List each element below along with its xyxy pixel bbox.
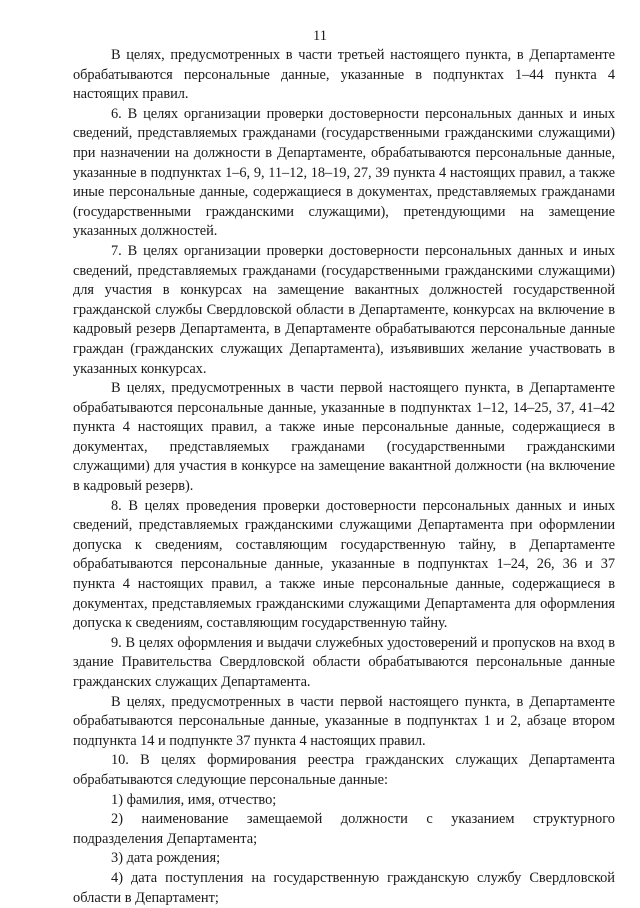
list-item: 1) фамилия, имя, отчество; — [111, 791, 277, 808]
paragraph: В целях, предусмотренных в части третьей настоящего пункта, в Департаменте обрабатываются персональные данные, указанные в подпунктах 1–44 пункта 4 настоящих правил. — [73, 47, 615, 103]
list-item: 3) дата рождения; — [111, 850, 221, 867]
paragraph: 9. В целях оформления и выдачи служебных удостоверений и пропусков на вход в здание Правительства Свердловской области обрабатываются персональные данные гражданских служащих Департамента. — [73, 634, 615, 690]
paragraph: 6. В целях организации проверки достоверности персональных данных и иных сведений, представляемых гражданами (государственными гражданскими служащими) при назначении на должности в Департаменте, обрабатываются персональные данные, указанные в подпунктах 1–6, 9, 11–12, 18–19, 27, 39 пункта 4 настоящих правил, а также иные персональные данные, содержащиеся в документах, представляемых гражданами (государственными гражданскими служащими), претендующими на замещение указанных должностей. — [73, 105, 615, 240]
page-number: 11 — [313, 28, 327, 44]
paragraph: 10. В целях формирования реестра гражданских служащих Департамента обрабатываются следующие персональные данные: — [73, 752, 615, 788]
list-item: 2) наименование замещаемой должности с указанием структурного подразделения Департамента; — [73, 811, 615, 847]
paragraph: В целях, предусмотренных в части первой настоящего пункта, в Департаменте обрабатываются персональные данные, указанные в подпунктах 1 и 2, абзаце втором подпункта 14 и подпункте 37 пункта 4 настоящих правил. — [73, 693, 615, 749]
document-body — [73, 46, 615, 908]
paragraph: 8. В целях проведения проверки достоверности персональных данных и иных сведений, представляемых гражданскими служащими Департамента при оформлении допуска к сведениям, составляющим государственную тайну, в Департаменте обрабатываются персональные данные, указанные в подпунктах 1–24, 26, 36 и 37 пункта 4 настоящих правил, а также иные персональные данные, содержащиеся в документах, представляемых гражданскими служащими Департамента для оформления допуска к сведениям, составляющим государственную тайну. — [73, 497, 615, 632]
list-item: 4) дата поступления на государственную гражданскую службу Свердловской области в Департамент; — [73, 869, 615, 906]
paragraph: 7. В целях организации проверки достоверности персональных данных и иных сведений, представляемых гражданами (государственными гражданскими служащими) для участия в конкурсах на замещение вакантных должностей государственной гражданской службы Свердловской области в Департаменте, конкурсах на включение в кадровый резерв Департамента, в Департаменте обрабатываются персональные данные граждан (гражданских служащих Департамента), изъявивших желание участвовать в указанных конкурсах. — [73, 242, 615, 377]
paragraph: В целях, предусмотренных в части первой настоящего пункта, в Департаменте обрабатываются персональные данные, указанные в подпунктах 1–12, 14–25, 37, 41–42 пункта 4 настоящих правил, а также иные персональные данные, содержащиеся в документах, представляемых гражданами (государственными гражданскими служащими) для участия в конкурсе на замещение вакантной должности (на включение в кадровый резерв). — [73, 380, 615, 495]
